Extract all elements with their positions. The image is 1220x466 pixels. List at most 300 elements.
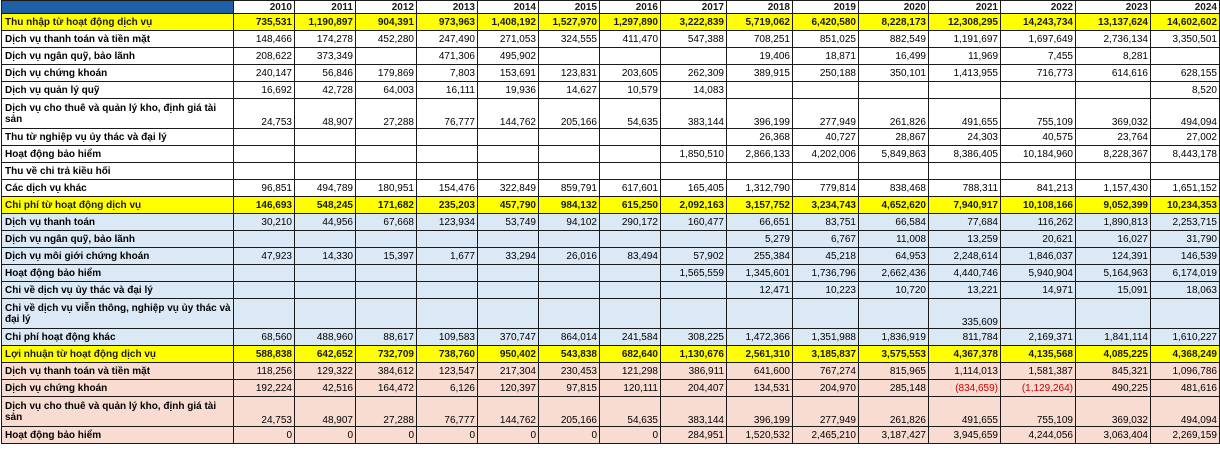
value-cell: 174,278 — [295, 31, 356, 48]
value-cell: 153,691 — [478, 65, 539, 82]
value-cell: 2,269,159 — [1151, 427, 1220, 444]
value-cell: 277,949 — [793, 99, 859, 129]
table-row — [2, 65, 1220, 82]
value-cell: 123,934 — [417, 214, 478, 231]
value-cell — [234, 265, 295, 282]
value-cell: 457,790 — [478, 197, 539, 214]
value-cell — [234, 282, 295, 299]
value-cell: 14,602,602 — [1151, 14, 1220, 31]
year-header: 2023 — [1076, 1, 1151, 14]
value-cell — [1076, 299, 1151, 329]
value-cell: 4,367,378 — [929, 346, 1001, 363]
value-cell — [539, 163, 600, 180]
value-cell: 5,279 — [727, 231, 793, 248]
value-cell: 2,092,163 — [661, 197, 727, 214]
value-cell: 54,635 — [600, 397, 661, 427]
value-cell: 788,311 — [929, 180, 1001, 197]
value-cell: 27,288 — [356, 397, 417, 427]
value-cell: 0 — [600, 427, 661, 444]
value-cell: 255,384 — [727, 248, 793, 265]
value-cell: 548,245 — [295, 197, 356, 214]
value-cell: 5,719,062 — [727, 14, 793, 31]
value-cell: 481,616 — [1151, 380, 1220, 397]
row-label: Hoạt động bảo hiểm — [2, 146, 234, 163]
value-cell — [727, 82, 793, 99]
value-cell — [793, 299, 859, 329]
row-label: Dịch vụ môi giới chứng khoán — [2, 248, 234, 265]
row-label: Dịch vụ chứng khoán — [2, 65, 234, 82]
value-cell: 88,617 — [356, 329, 417, 346]
value-cell: 8,228,367 — [1076, 146, 1151, 163]
value-cell: 614,616 — [1076, 65, 1151, 82]
value-cell: 261,826 — [859, 397, 929, 427]
value-cell: 120,111 — [600, 380, 661, 397]
value-cell: 8,520 — [1151, 82, 1220, 99]
year-header: 2015 — [539, 1, 600, 14]
table-row — [2, 397, 1220, 427]
value-cell: 76,777 — [417, 99, 478, 129]
value-cell — [539, 129, 600, 146]
value-cell: 4,202,006 — [793, 146, 859, 163]
table-row — [2, 282, 1220, 299]
row-label: Dịch vụ cho thuê và quản lý kho, định giá tài sản — [2, 397, 234, 427]
row-label: Dịch vụ thanh toán — [2, 214, 234, 231]
value-cell: 146,693 — [234, 197, 295, 214]
value-cell: 882,549 — [859, 31, 929, 48]
value-cell: 116,262 — [1001, 214, 1076, 231]
value-cell: 48,907 — [295, 397, 356, 427]
value-cell — [859, 82, 929, 99]
value-cell: 33,294 — [478, 248, 539, 265]
value-cell: 732,709 — [356, 346, 417, 363]
value-cell: 1,297,890 — [600, 14, 661, 31]
value-cell — [356, 146, 417, 163]
value-cell: 384,612 — [356, 363, 417, 380]
value-cell: 10,108,166 — [1001, 197, 1076, 214]
value-cell: 1,096,786 — [1151, 363, 1220, 380]
value-cell: 8,281 — [1076, 48, 1151, 65]
value-cell: 12,308,295 — [929, 14, 1001, 31]
year-header: 2010 — [234, 1, 295, 14]
value-cell: 859,791 — [539, 180, 600, 197]
value-cell — [417, 129, 478, 146]
value-cell: 0 — [478, 427, 539, 444]
value-cell: 40,575 — [1001, 129, 1076, 146]
value-cell: 27,288 — [356, 99, 417, 129]
value-cell: 0 — [417, 427, 478, 444]
value-cell — [600, 299, 661, 329]
value-cell — [600, 163, 661, 180]
value-cell: 277,949 — [793, 397, 859, 427]
value-cell: 373,349 — [295, 48, 356, 65]
row-label: Chi về dịch vụ viễn thông, nghiệp vụ ủy thác và đại lý — [2, 299, 234, 329]
value-cell — [478, 299, 539, 329]
value-cell: 217,304 — [478, 363, 539, 380]
value-cell: 83,494 — [600, 248, 661, 265]
value-cell — [417, 163, 478, 180]
value-cell — [727, 299, 793, 329]
value-cell: 204,970 — [793, 380, 859, 397]
header-label-cell — [2, 1, 234, 14]
value-cell: 494,094 — [1151, 397, 1220, 427]
year-header: 2020 — [859, 1, 929, 14]
value-cell: 864,014 — [539, 329, 600, 346]
value-cell: 2,253,715 — [1151, 214, 1220, 231]
value-cell: 26,368 — [727, 129, 793, 146]
value-cell — [600, 129, 661, 146]
value-cell: 1,697,649 — [1001, 31, 1076, 48]
value-cell: 68,560 — [234, 329, 295, 346]
year-header: 2017 — [661, 1, 727, 14]
value-cell: 369,032 — [1076, 99, 1151, 129]
value-cell: 2,169,371 — [1001, 329, 1076, 346]
value-cell: 708,251 — [727, 31, 793, 48]
value-cell: 1,890,813 — [1076, 214, 1151, 231]
value-cell: 154,476 — [417, 180, 478, 197]
table-row — [2, 363, 1220, 380]
value-cell: 11,969 — [929, 48, 1001, 65]
value-cell — [356, 282, 417, 299]
table-row — [2, 31, 1220, 48]
value-cell: 164,472 — [356, 380, 417, 397]
value-cell: 2,662,436 — [859, 265, 929, 282]
value-cell: 452,280 — [356, 31, 417, 48]
value-cell: 247,490 — [417, 31, 478, 48]
value-cell — [539, 48, 600, 65]
value-cell: 45,218 — [793, 248, 859, 265]
value-cell: 271,053 — [478, 31, 539, 48]
value-cell: 14,330 — [295, 248, 356, 265]
value-cell: 491,655 — [929, 99, 1001, 129]
value-cell: 40,727 — [793, 129, 859, 146]
value-cell: 8,228,173 — [859, 14, 929, 31]
value-cell: 83,751 — [793, 214, 859, 231]
value-cell: 1,565,559 — [661, 265, 727, 282]
value-cell — [600, 146, 661, 163]
value-cell: 13,137,624 — [1076, 14, 1151, 31]
value-cell: 2,248,614 — [929, 248, 1001, 265]
value-cell: 488,960 — [295, 329, 356, 346]
value-cell: 617,601 — [600, 180, 661, 197]
year-header: 2013 — [417, 1, 478, 14]
table-row — [2, 146, 1220, 163]
value-cell: 641,600 — [727, 363, 793, 380]
row-label: Dịch vụ thanh toán và tiền mặt — [2, 31, 234, 48]
value-cell — [234, 129, 295, 146]
value-cell: 123,831 — [539, 65, 600, 82]
value-cell: 495,902 — [478, 48, 539, 65]
value-cell: 148,466 — [234, 31, 295, 48]
row-label: Dịch vụ chứng khoán — [2, 380, 234, 397]
value-cell — [539, 146, 600, 163]
value-cell: 1,190,897 — [295, 14, 356, 31]
value-cell — [539, 282, 600, 299]
value-cell: 290,172 — [600, 214, 661, 231]
value-cell: 1,345,601 — [727, 265, 793, 282]
value-cell: 18,063 — [1151, 282, 1220, 299]
value-cell: 1,850,510 — [661, 146, 727, 163]
table-row — [2, 380, 1220, 397]
value-cell: 11,008 — [859, 231, 929, 248]
value-cell — [356, 231, 417, 248]
value-cell: 146,539 — [1151, 248, 1220, 265]
value-cell: 1,736,796 — [793, 265, 859, 282]
value-cell: 285,148 — [859, 380, 929, 397]
table-row — [2, 329, 1220, 346]
table-row — [2, 129, 1220, 146]
value-cell: 10,720 — [859, 282, 929, 299]
year-header: 2024 — [1151, 1, 1220, 14]
value-cell: 179,869 — [356, 65, 417, 82]
value-cell: 77,684 — [929, 214, 1001, 231]
value-cell — [295, 163, 356, 180]
value-cell: 6,767 — [793, 231, 859, 248]
table-row — [2, 214, 1220, 231]
table-row — [2, 197, 1220, 214]
value-cell: 123,547 — [417, 363, 478, 380]
value-cell: 1,846,037 — [1001, 248, 1076, 265]
value-cell: 12,471 — [727, 282, 793, 299]
value-cell — [1001, 82, 1076, 99]
value-cell: 14,083 — [661, 82, 727, 99]
value-cell: 171,682 — [356, 197, 417, 214]
value-cell — [600, 282, 661, 299]
value-cell: 471,306 — [417, 48, 478, 65]
value-cell — [356, 163, 417, 180]
value-cell: 15,091 — [1076, 282, 1151, 299]
value-cell: 14,627 — [539, 82, 600, 99]
value-cell: 97,815 — [539, 380, 600, 397]
value-cell: 94,102 — [539, 214, 600, 231]
value-cell: 8,386,405 — [929, 146, 1001, 163]
value-cell — [1151, 163, 1220, 180]
value-cell — [295, 282, 356, 299]
year-header: 2021 — [929, 1, 1001, 14]
value-cell — [295, 231, 356, 248]
value-cell: 240,147 — [234, 65, 295, 82]
value-cell — [1076, 163, 1151, 180]
value-cell: 203,605 — [600, 65, 661, 82]
row-label: Thu về chi trả kiều hối — [2, 163, 234, 180]
value-cell: 42,516 — [295, 380, 356, 397]
table-row — [2, 163, 1220, 180]
table-row — [2, 14, 1220, 31]
value-cell: 53,749 — [478, 214, 539, 231]
value-cell: 118,256 — [234, 363, 295, 380]
value-cell — [929, 82, 1001, 99]
value-cell: 3,945,659 — [929, 427, 1001, 444]
value-cell: 6,126 — [417, 380, 478, 397]
value-cell: 31,790 — [1151, 231, 1220, 248]
value-cell — [295, 146, 356, 163]
value-cell: 27,002 — [1151, 129, 1220, 146]
value-cell: 950,402 — [478, 346, 539, 363]
value-cell: 134,531 — [727, 380, 793, 397]
value-cell: 262,309 — [661, 65, 727, 82]
value-cell: 350,101 — [859, 65, 929, 82]
year-header: 2012 — [356, 1, 417, 14]
value-cell — [417, 231, 478, 248]
value-cell: 20,621 — [1001, 231, 1076, 248]
value-cell: 4,244,056 — [1001, 427, 1076, 444]
value-cell: 396,199 — [727, 99, 793, 129]
row-label: Dịch vụ ngân quỹ, bảo lãnh — [2, 48, 234, 65]
value-cell — [234, 146, 295, 163]
value-cell — [1151, 48, 1220, 65]
value-cell: 57,902 — [661, 248, 727, 265]
value-cell: 490,225 — [1076, 380, 1151, 397]
value-cell: 14,971 — [1001, 282, 1076, 299]
value-cell: 5,940,904 — [1001, 265, 1076, 282]
value-cell: 1,520,532 — [727, 427, 793, 444]
value-cell: 28,867 — [859, 129, 929, 146]
value-cell: 838,468 — [859, 180, 929, 197]
value-cell — [478, 282, 539, 299]
value-cell: 0 — [295, 427, 356, 444]
value-cell: 18,871 — [793, 48, 859, 65]
value-cell: 1,130,676 — [661, 346, 727, 363]
table-body — [2, 14, 1220, 444]
value-cell: 24,753 — [234, 397, 295, 427]
value-cell: 396,199 — [727, 397, 793, 427]
value-cell: 1,413,955 — [929, 65, 1001, 82]
value-cell — [356, 48, 417, 65]
value-cell: 4,652,620 — [859, 197, 929, 214]
value-cell: 16,111 — [417, 82, 478, 99]
value-cell: 1,408,192 — [478, 14, 539, 31]
value-cell — [295, 129, 356, 146]
value-cell: 3,157,752 — [727, 197, 793, 214]
value-cell: 767,274 — [793, 363, 859, 380]
value-cell: 845,321 — [1076, 363, 1151, 380]
value-cell — [1151, 299, 1220, 329]
value-cell: 10,223 — [793, 282, 859, 299]
value-cell: 47,923 — [234, 248, 295, 265]
value-cell: 26,016 — [539, 248, 600, 265]
value-cell: 42,728 — [295, 82, 356, 99]
value-cell: 48,907 — [295, 99, 356, 129]
value-cell — [539, 231, 600, 248]
value-cell: 44,956 — [295, 214, 356, 231]
table-row — [2, 82, 1220, 99]
value-cell — [1001, 299, 1076, 329]
year-header: 2016 — [600, 1, 661, 14]
table-row — [2, 346, 1220, 363]
value-cell: 7,455 — [1001, 48, 1076, 65]
value-cell: 4,440,746 — [929, 265, 1001, 282]
value-cell: 230,453 — [539, 363, 600, 380]
value-cell: 250,188 — [793, 65, 859, 82]
value-cell — [478, 163, 539, 180]
value-cell: 144,762 — [478, 99, 539, 129]
value-cell: 389,915 — [727, 65, 793, 82]
value-cell: 2,736,134 — [1076, 31, 1151, 48]
value-cell: 1,191,697 — [929, 31, 1001, 48]
value-cell: 386,911 — [661, 363, 727, 380]
value-cell: 716,773 — [1001, 65, 1076, 82]
value-cell: 308,225 — [661, 329, 727, 346]
value-cell: 54,635 — [600, 99, 661, 129]
value-cell: 369,032 — [1076, 397, 1151, 427]
value-cell: 16,692 — [234, 82, 295, 99]
value-cell: 755,109 — [1001, 99, 1076, 129]
value-cell: 1,651,152 — [1151, 180, 1220, 197]
value-cell: 241,584 — [600, 329, 661, 346]
row-label: Chi về dịch vụ ủy thác và đại lý — [2, 282, 234, 299]
value-cell — [600, 48, 661, 65]
value-cell: 14,243,734 — [1001, 14, 1076, 31]
value-cell: 121,298 — [600, 363, 661, 380]
value-cell: 0 — [539, 427, 600, 444]
value-cell: 1,472,366 — [727, 329, 793, 346]
value-cell — [478, 146, 539, 163]
value-cell: 682,640 — [600, 346, 661, 363]
value-cell: 1,610,227 — [1151, 329, 1220, 346]
value-cell: 984,132 — [539, 197, 600, 214]
value-cell: 24,753 — [234, 99, 295, 129]
value-cell: 3,063,404 — [1076, 427, 1151, 444]
value-cell: 1,581,387 — [1001, 363, 1076, 380]
value-cell: 8,443,178 — [1151, 146, 1220, 163]
value-cell — [539, 265, 600, 282]
value-cell: 628,155 — [1151, 65, 1220, 82]
value-cell: 324,555 — [539, 31, 600, 48]
table-row — [2, 231, 1220, 248]
value-cell: 6,174,019 — [1151, 265, 1220, 282]
value-cell: 23,764 — [1076, 129, 1151, 146]
value-cell: 13,259 — [929, 231, 1001, 248]
value-cell: 10,234,353 — [1151, 197, 1220, 214]
value-cell: 491,655 — [929, 397, 1001, 427]
value-cell: 547,388 — [661, 31, 727, 48]
value-cell — [356, 265, 417, 282]
header-row — [2, 1, 1220, 14]
value-cell: 10,184,960 — [1001, 146, 1076, 163]
value-cell: 64,953 — [859, 248, 929, 265]
value-cell: 494,789 — [295, 180, 356, 197]
value-cell: 129,322 — [295, 363, 356, 380]
value-cell: 10,579 — [600, 82, 661, 99]
value-cell: 1,114,013 — [929, 363, 1001, 380]
value-cell — [793, 163, 859, 180]
value-cell: 208,622 — [234, 48, 295, 65]
table-row — [2, 248, 1220, 265]
value-cell: 411,470 — [600, 31, 661, 48]
value-cell — [661, 48, 727, 65]
value-cell: 76,777 — [417, 397, 478, 427]
value-cell: 19,936 — [478, 82, 539, 99]
value-cell: 165,405 — [661, 180, 727, 197]
value-cell: 7,940,917 — [929, 197, 1001, 214]
value-cell — [661, 129, 727, 146]
value-cell: 3,187,427 — [859, 427, 929, 444]
value-cell: 9,052,399 — [1076, 197, 1151, 214]
value-cell: 66,651 — [727, 214, 793, 231]
value-cell: 383,144 — [661, 397, 727, 427]
value-cell: 1,157,430 — [1076, 180, 1151, 197]
value-cell — [661, 299, 727, 329]
value-cell: 180,951 — [356, 180, 417, 197]
value-cell: 1,841,114 — [1076, 329, 1151, 346]
service-income-table — [1, 0, 1220, 444]
value-cell: 841,213 — [1001, 180, 1076, 197]
year-header: 2011 — [295, 1, 356, 14]
table-row — [2, 265, 1220, 282]
value-cell: 642,652 — [295, 346, 356, 363]
table-row — [2, 180, 1220, 197]
value-cell: 779,814 — [793, 180, 859, 197]
value-cell — [539, 299, 600, 329]
